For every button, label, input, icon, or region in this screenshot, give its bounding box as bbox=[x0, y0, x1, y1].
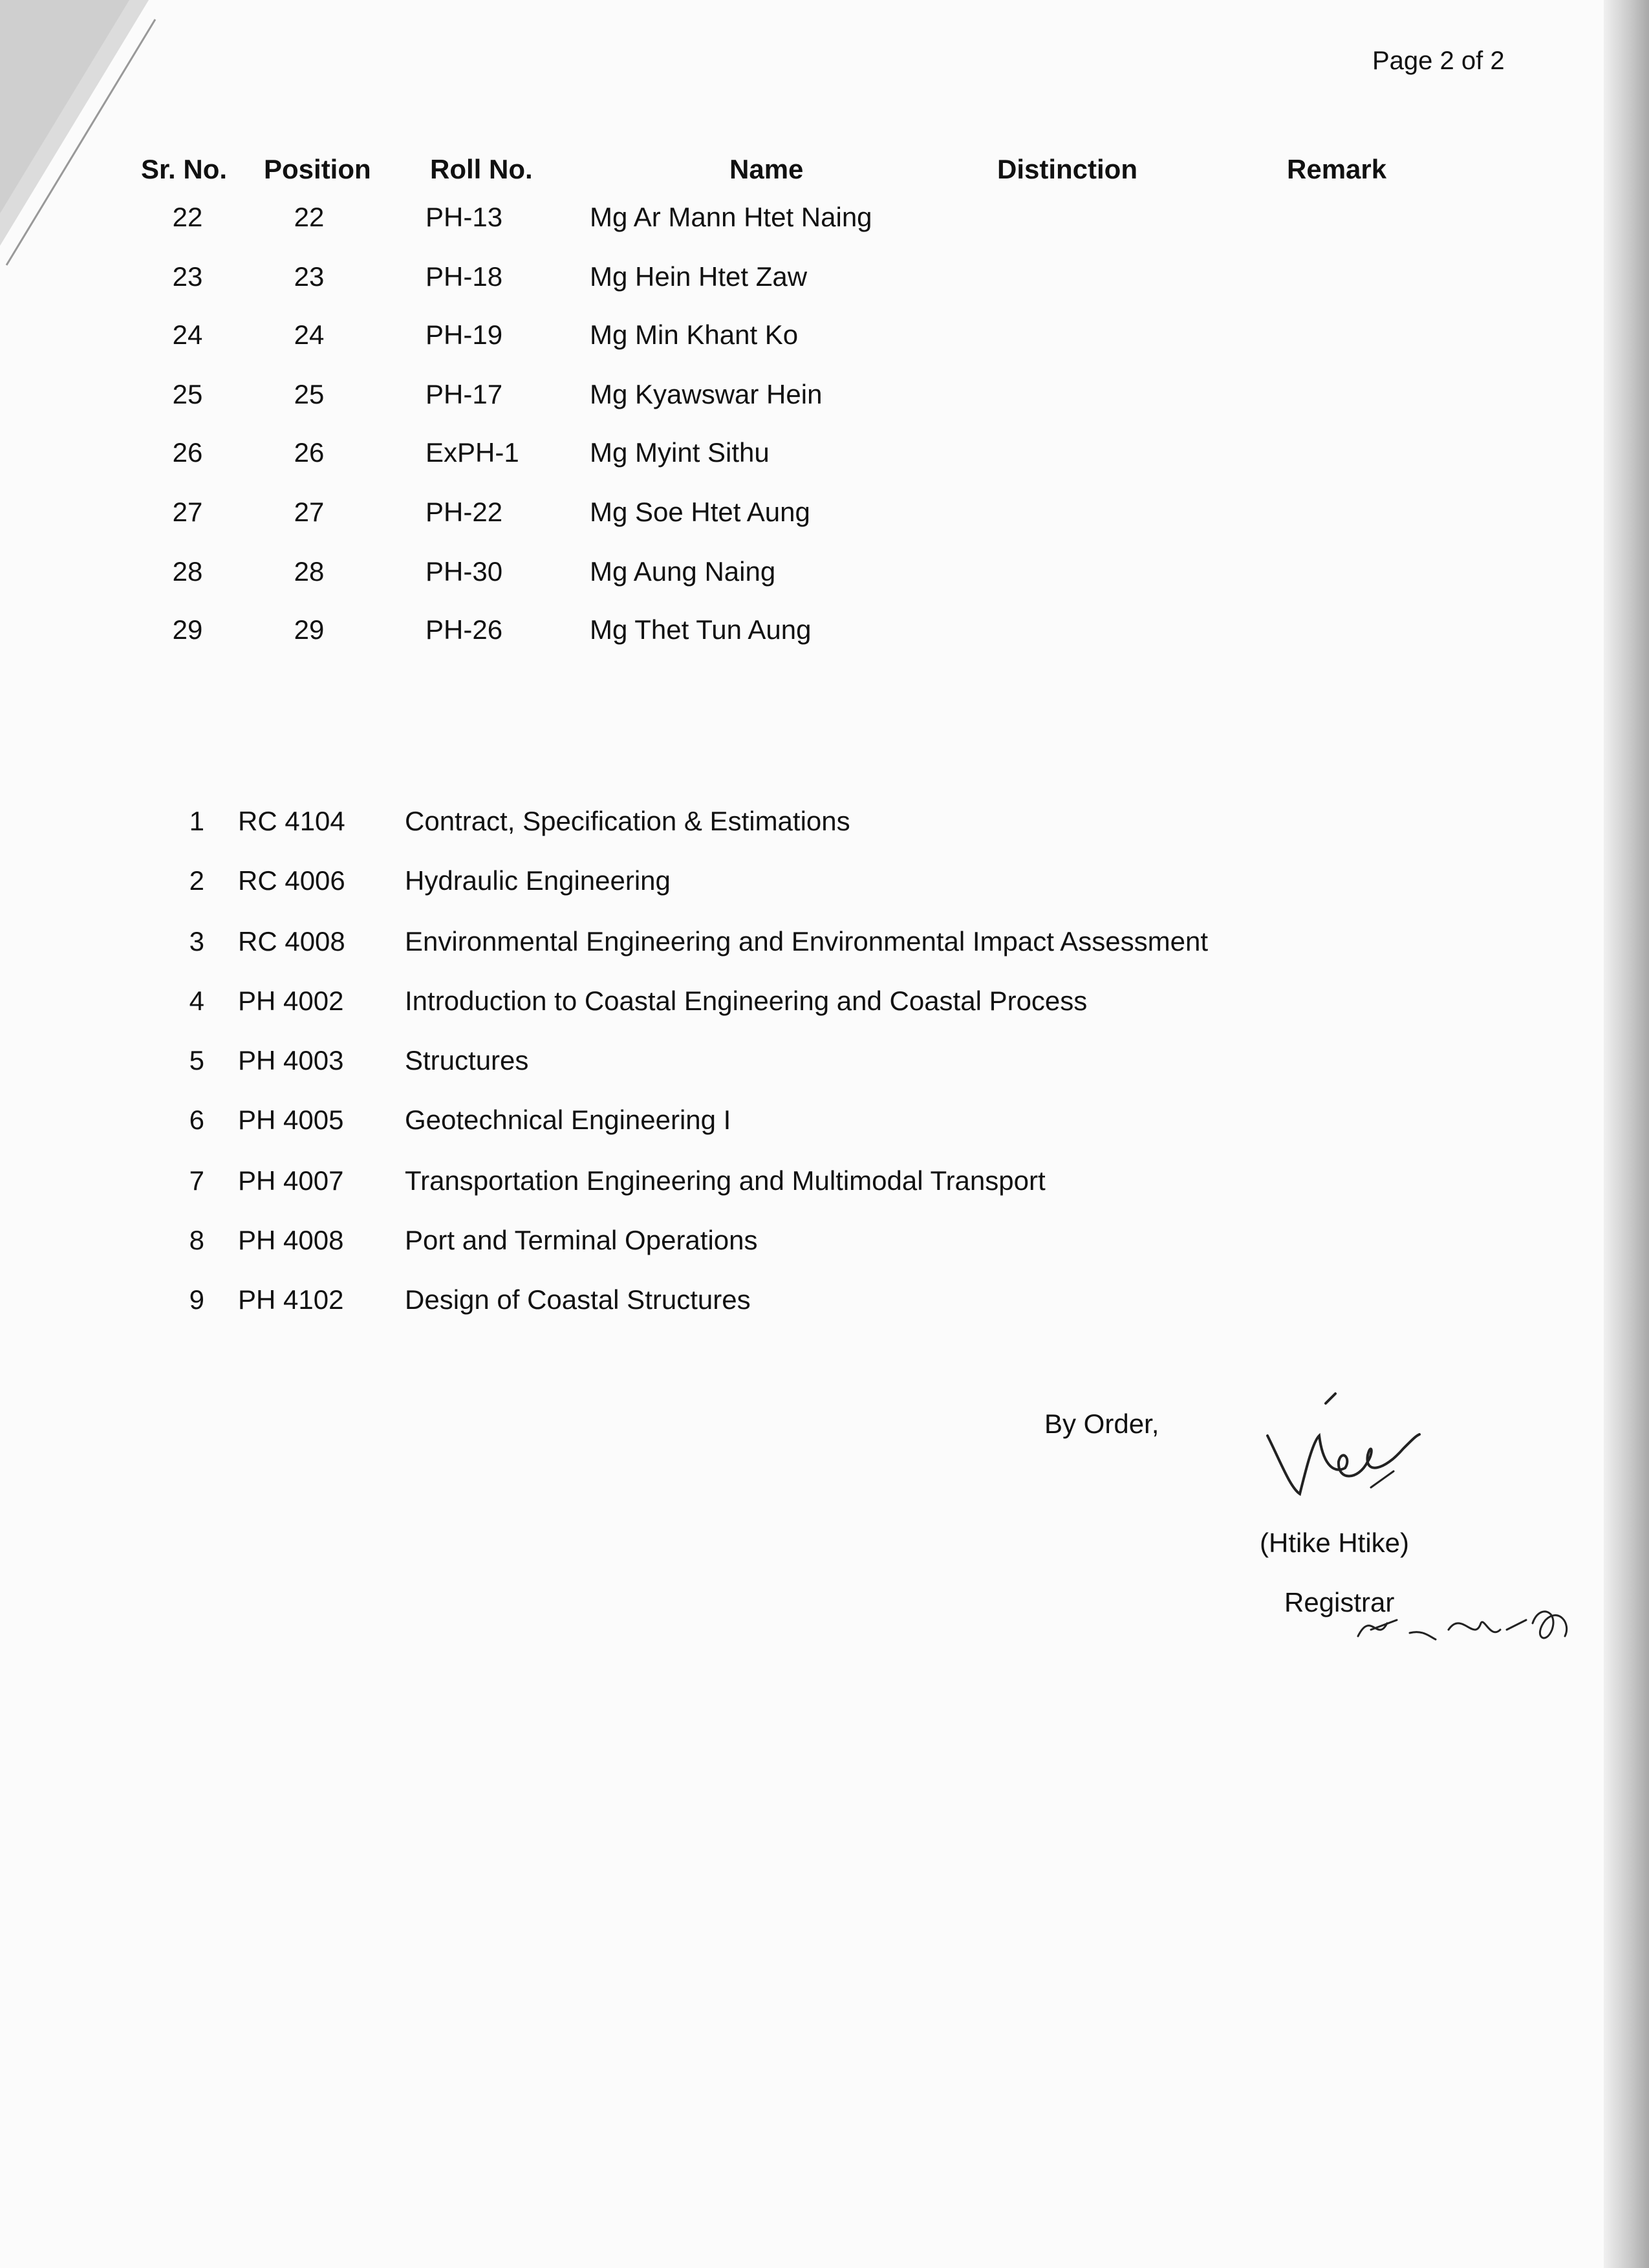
subject-code: PH 4002 bbox=[238, 986, 344, 1016]
subject-number: 3 bbox=[189, 926, 204, 956]
registrar-signature bbox=[1255, 1390, 1436, 1513]
subject-title: Transportation Engineering and Multimodal Transport bbox=[405, 1165, 1046, 1196]
header-name: Name bbox=[729, 154, 804, 184]
subject-number: 8 bbox=[189, 1225, 204, 1255]
roll-no-cell: PH-30 bbox=[426, 556, 503, 587]
header-position: Position bbox=[264, 154, 371, 184]
subject-title: Hydraulic Engineering bbox=[405, 865, 671, 896]
name-cell: Mg Kyawswar Hein bbox=[590, 379, 823, 409]
subject-title: Design of Coastal Structures bbox=[405, 1284, 751, 1315]
roll-no-cell: ExPH-1 bbox=[426, 437, 519, 468]
page-number: Page 2 of 2 bbox=[1372, 47, 1505, 75]
subject-code: PH 4005 bbox=[238, 1105, 344, 1135]
name-cell: Mg Ar Mann Htet Naing bbox=[590, 202, 872, 232]
subject-number: 6 bbox=[189, 1105, 204, 1135]
subject-code: PH 4007 bbox=[238, 1165, 344, 1196]
subject-number: 7 bbox=[189, 1165, 204, 1196]
scanned-page-fold bbox=[0, 0, 188, 272]
initials-scribble bbox=[1352, 1584, 1584, 1662]
subject-title: Structures bbox=[405, 1045, 529, 1075]
subject-code: RC 4104 bbox=[238, 806, 345, 836]
roll-no-cell: PH-17 bbox=[426, 379, 503, 409]
signatory-designation: Registrar bbox=[1284, 1587, 1395, 1617]
by-order-text: By Order, bbox=[1044, 1409, 1159, 1439]
name-cell: Mg Min Khant Ko bbox=[590, 319, 799, 350]
header-roll-no: Roll No. bbox=[430, 154, 533, 184]
header-distinction: Distinction bbox=[997, 154, 1137, 184]
subject-number: 5 bbox=[189, 1045, 204, 1075]
signatory-name: (Htike Htike) bbox=[1260, 1528, 1410, 1558]
document-page: Page 2 of 2 Sr. No. Position Roll No. Name Distinction Remark 22 22 PH-13 Mg Ar Mann Htet Naing 23 23 PH-18 Mg Hein Htet Zaw 24 24 PH-19 Mg Min Khant Ko 25 25 PH-17 Mg Kyawswar Hein 26 26 ExPH-1 Mg Myint Sithu 27 27 PH-22 Mg Soe Htet Aung 28 28 PH-30 Mg Aung Naing 29 29 PH-26 Mg Thet Tun Aung 1 RC 4104 Contract, Specification & Estimations 2 RC 4006 Hydraulic Engineering 3 RC 4008 Environmental Engineering and Environmental Impact Assessment 4 PH 4002 Introduction to Coastal Engineering and Coastal Process 5 PH 4003 Structures 6 PH 4005 Geotechnical Engineering I 7 PH 4007 Transportation Engineering and Multimodal Transport 8 PH 4008 Port and Terminal Operations 9 PH 4102 Design of Coastal Structures By Order, (Htike Htike) Registrar bbox=[0, 0, 1649, 2268]
name-cell: Mg Thet Tun Aung bbox=[590, 614, 812, 645]
subject-code: PH 4008 bbox=[238, 1225, 344, 1255]
scanner-edge-shadow bbox=[1604, 0, 1649, 2268]
subject-number: 2 bbox=[189, 865, 204, 896]
roll-no-cell: PH-22 bbox=[426, 497, 503, 527]
subject-code: PH 4102 bbox=[238, 1284, 344, 1315]
subject-title: Environmental Engineering and Environmental Impact Assessment bbox=[405, 926, 1208, 956]
subject-number: 1 bbox=[189, 806, 204, 836]
subject-number: 4 bbox=[189, 986, 204, 1016]
roll-no-cell: PH-13 bbox=[426, 202, 503, 232]
name-cell: Mg Myint Sithu bbox=[590, 437, 770, 468]
subject-title: Contract, Specification & Estimations bbox=[405, 806, 850, 836]
name-cell: Mg Aung Naing bbox=[590, 556, 776, 587]
subject-title: Geotechnical Engineering I bbox=[405, 1105, 731, 1135]
name-cell: Mg Soe Htet Aung bbox=[590, 497, 810, 527]
header-remark: Remark bbox=[1287, 154, 1387, 184]
roll-no-cell: PH-18 bbox=[426, 261, 503, 292]
subject-number: 9 bbox=[189, 1284, 204, 1315]
roll-no-cell: PH-26 bbox=[426, 614, 503, 645]
subject-code: RC 4006 bbox=[238, 865, 345, 896]
subject-code: RC 4008 bbox=[238, 926, 345, 956]
subject-title: Introduction to Coastal Engineering and Coastal Process bbox=[405, 986, 1088, 1016]
subject-title: Port and Terminal Operations bbox=[405, 1225, 758, 1255]
subject-code: PH 4003 bbox=[238, 1045, 344, 1075]
roll-no-cell: PH-19 bbox=[426, 319, 503, 350]
header-sr-no: Sr. No. bbox=[141, 154, 228, 184]
name-cell: Mg Hein Htet Zaw bbox=[590, 261, 808, 292]
